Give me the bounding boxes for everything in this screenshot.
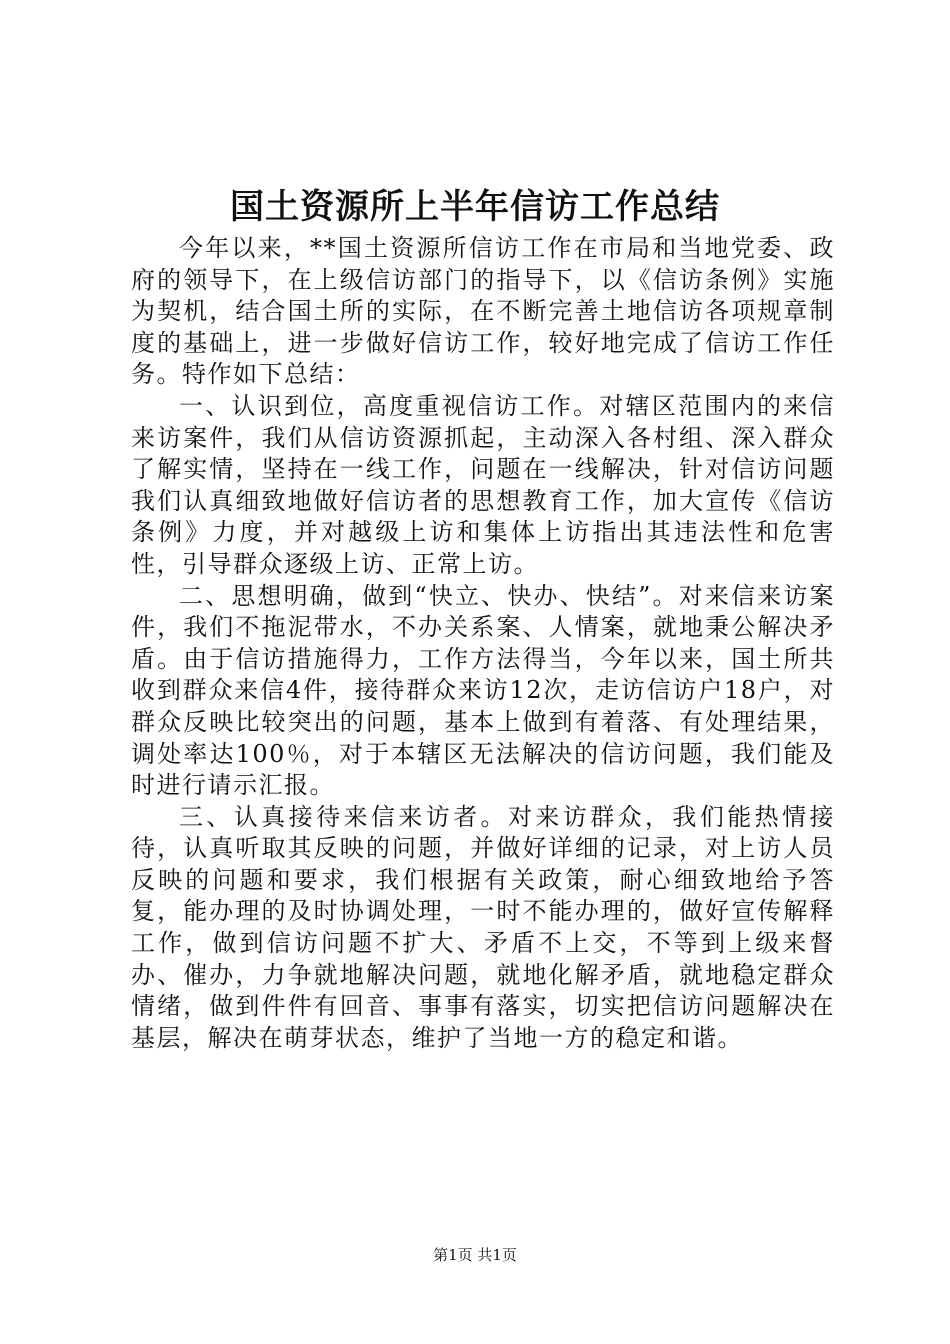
paragraph-section-1: 一、认识到位，高度重视信访工作。对辖区范围内的来信来访案件，我们从信访资源抓起，主动深入各村组、深入群众了解实情，坚持在一线工作，问题在一线解决，针对信访问题我们认真细致地做好信访者的思想教育工作，加大宣传《信访条例》力度，并对越级上访和集体上访指出其违法性和危害性，引导群众逐级上访、正常上访。 xyxy=(131,391,835,578)
document-body xyxy=(131,233,835,1054)
document-title: 国土资源所上半年信访工作总结 xyxy=(230,187,720,227)
paragraph-section-3: 三、认真接待来信来访者。对来访群众，我们能热情接待，认真听取其反映的问题，并做好详细的记录，对上访人员反映的问题和要求，我们根据有关政策，耐心细致地给予答复，能办理的及时协调处理，一时不能办理的，做好宣传解释工作，做到信访问题不扩大、矛盾不上交，不等到上级来督办、催办，力争就地解决问题，就地化解矛盾，就地稳定群众情绪，做到件件有回音、事事有落实，切实把信访问题解决在基层，解决在萌芽状态，维护了当地一方的稳定和谐。 xyxy=(131,802,835,1052)
paragraph-section-2: 二、思想明确，做到“快立、快办、快结”。对来信来访案件，我们不拖泥带水，不办关系案、人情案，就地秉公解决矛盾。由于信访措施得力，工作方法得当，今年以来，国土所共收到群众来信4件，接待群众来访12次，走访信访户18户，对群众反映比较突出的问题，基本上做到有着落、有处理结果，调处率达100％，对于本辖区无法解决的信访问题，我们能及时进行请示汇报。 xyxy=(131,581,835,800)
page-number-footer: 第1页 共1页 xyxy=(433,1246,517,1264)
paragraph-intro: 今年以来，**国土资源所信访工作在市局和当地党委、政府的领导下，在上级信访部门的指导下，以《信访条例》实施为契机，结合国土所的实际，在不断完善土地信访各项规章制度的基础上，进一步做好信访工作，较好地完成了信访工作任务。特作如下总结： xyxy=(131,234,835,389)
